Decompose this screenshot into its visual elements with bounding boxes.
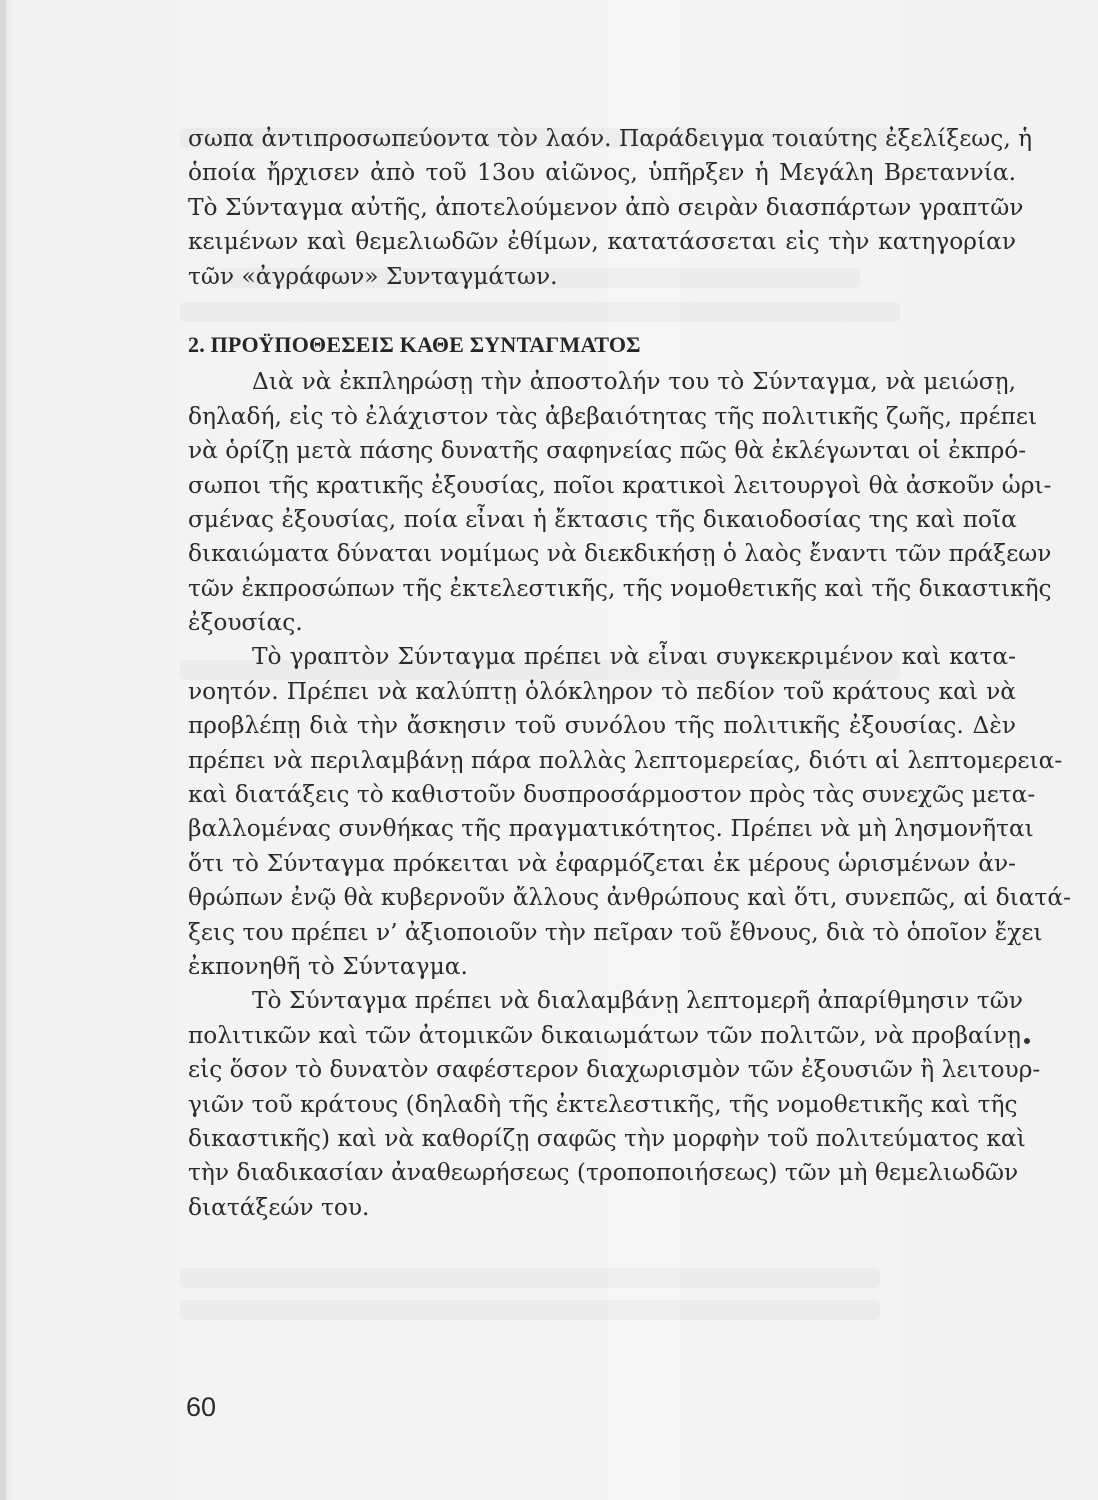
text-line: τὴν διαδικασίαν ἀναθεωρήσεως (τροποποιήσεως) τῶν μὴ θεμελιωδῶν	[188, 1159, 1019, 1187]
text-line: ἐξουσίας.	[188, 609, 303, 637]
text-line: πρέπει νὰ περιλαμβάνῃ πάρα πολλὰς λεπτομερείας, διότι αἱ λεπτομερεια-	[188, 746, 1063, 774]
text-line: κειμένων καὶ θεμελιωδῶν ἐθίμων, κατατάσσεται εἰς τὴν κατηγορίαν	[188, 228, 1016, 256]
text-line: σωποι τῆς κρατικῆς ἐξουσίας, ποῖοι κρατικοὶ λειτουργοὶ θὰ ἀσκοῦν ὡρι-	[188, 471, 1052, 499]
ink-speck	[1024, 1038, 1030, 1044]
page-edge-shadow	[0, 0, 6, 1500]
show-through-line	[180, 1268, 880, 1288]
text-line: βαλλομένας συνθήκας τῆς πραγματικότητος. Πρέπει νὰ μὴ λησμονῆται	[188, 815, 1034, 843]
text-line: νὰ ὁρίζῃ μετὰ πάσης δυνατῆς σαφηνείας πῶς θὰ ἐκλέγωνται οἱ ἐκπρό-	[188, 437, 1027, 465]
text-line: δηλαδή, εἰς τὸ ἐλάχιστον τὰς ἀβεβαιότητας τῆς πολιτικῆς ζωῆς, πρέπει	[188, 402, 1038, 430]
text-line: Διὰ νὰ ἐκπληρώσῃ τὴν ἀποστολήν του τὸ Σύνταγμα, νὰ μειώσῃ,	[252, 368, 1016, 396]
text-line: εἰς ὅσον τὸ δυνατὸν σαφέστερον διαχωρισμὸν τῶν ἐξουσιῶν ἢ λειτουρ-	[188, 1056, 1041, 1084]
text-line: προβλέπῃ διὰ τὴν ἄσκησιν τοῦ συνόλου τῆς πολιτικῆς ἐξουσίας. Δὲν	[188, 712, 1016, 740]
text-line: Τὸ γραπτὸν Σύνταγμα πρέπει νὰ εἶναι συγκεκριμένον καὶ κατα-	[252, 643, 1016, 671]
paragraph-2	[188, 365, 1052, 640]
text-line: ὁποία ἤρχισεν ἀπὸ τοῦ 13ου αἰῶνος, ὑπῆρξεν ἡ Μεγάλη Βρεταννία.	[188, 159, 1016, 187]
text-line: τῶν ἐκπροσώπων τῆς ἐκτελεστικῆς, τῆς νομοθετικῆς καὶ τῆς δικαστικῆς	[188, 574, 1052, 602]
text-line: νοητόν. Πρέπει νὰ καλύπτῃ ὁλόκληρον τὸ πεδίον τοῦ κράτους καὶ νὰ	[188, 677, 1016, 705]
text-line: σμένας ἐξουσίας, ποία εἶναι ἡ ἔκτασις τῆς δικαιοδοσίας της καὶ ποῖα	[188, 505, 1017, 533]
text-line: δικαιώματα δύναται νομίμως νὰ διεκδικήσῃ ὁ λαὸς ἔναντι τῶν πράξεων	[188, 540, 1052, 568]
section-heading: 2. ΠΡΟΫΠΟΘΕΣΕΙΣ ΚΑΘΕ ΣΥΝΤΑΓΜΑΤΟΣ	[188, 331, 641, 357]
paragraph-3	[188, 640, 1071, 984]
text-line: θρώπων ἐνῷ θὰ κυβερνοῦν ἄλλους ἀνθρώπους καὶ ὅτι, συνεπῶς, αἱ διατά-	[188, 884, 1071, 912]
text-line: πολιτικῶν καὶ τῶν ἀτομικῶν δικαιωμάτων τῶν πολιτῶν, νὰ προβαίνῃ	[188, 1021, 1021, 1049]
text-line: τῶν «ἀγράφων» Συνταγμάτων.	[188, 262, 558, 290]
text-line: ἐκπονηθῆ τὸ Σύνταγμα.	[188, 952, 468, 980]
text-line: σωπα ἀντιπροσωπεύοντα τὸν λαόν. Παράδειγμα τοιαύτης ἐξελίξεως, ἡ	[188, 125, 1033, 152]
text-line: Τὸ Σύνταγμα αὐτῆς, ἀποτελούμενον ἀπὸ σειρὰν διασπάρτων γραπτῶν	[188, 193, 1024, 221]
body-text	[188, 122, 1071, 1225]
text-line: διατάξεών του.	[188, 1193, 370, 1221]
show-through-line	[180, 1300, 880, 1320]
text-line: καὶ διατάξεις τὸ καθιστοῦν δυσπροσάρμοστον πρὸς τὰς συνεχῶς μετα-	[188, 781, 1036, 809]
section-spacer	[188, 294, 1016, 328]
text-line: ξεις του πρέπει ν’ ἀξιοποιοῦν τὴν πεῖραν τοῦ ἔθνους, διὰ τὸ ὁποῖον ἔχει	[188, 918, 1043, 946]
text-line: δικαστικῆς) καὶ νὰ καθορίζῃ σαφῶς τὴν μορφὴν τοῦ πολιτεύματος καὶ	[188, 1124, 1026, 1152]
text-line: ὅτι τὸ Σύνταγμα πρόκειται νὰ ἐφαρμόζεται ἐκ μέρους ὡρισμένων ἀν-	[188, 849, 1016, 877]
text-line: Τὸ Σύνταγμα πρέπει νὰ διαλαμβάνῃ λεπτομερῆ ἀπαρίθμησιν τῶν	[252, 987, 1023, 1015]
page-number: 60	[186, 1392, 217, 1422]
paragraph-1	[188, 122, 1033, 294]
text-line: γιῶν τοῦ κράτους (δηλαδὴ τῆς ἐκτελεστικῆς, τῆς νομοθετικῆς καὶ τῆς	[188, 1090, 1018, 1118]
paragraph-4	[188, 984, 1041, 1225]
